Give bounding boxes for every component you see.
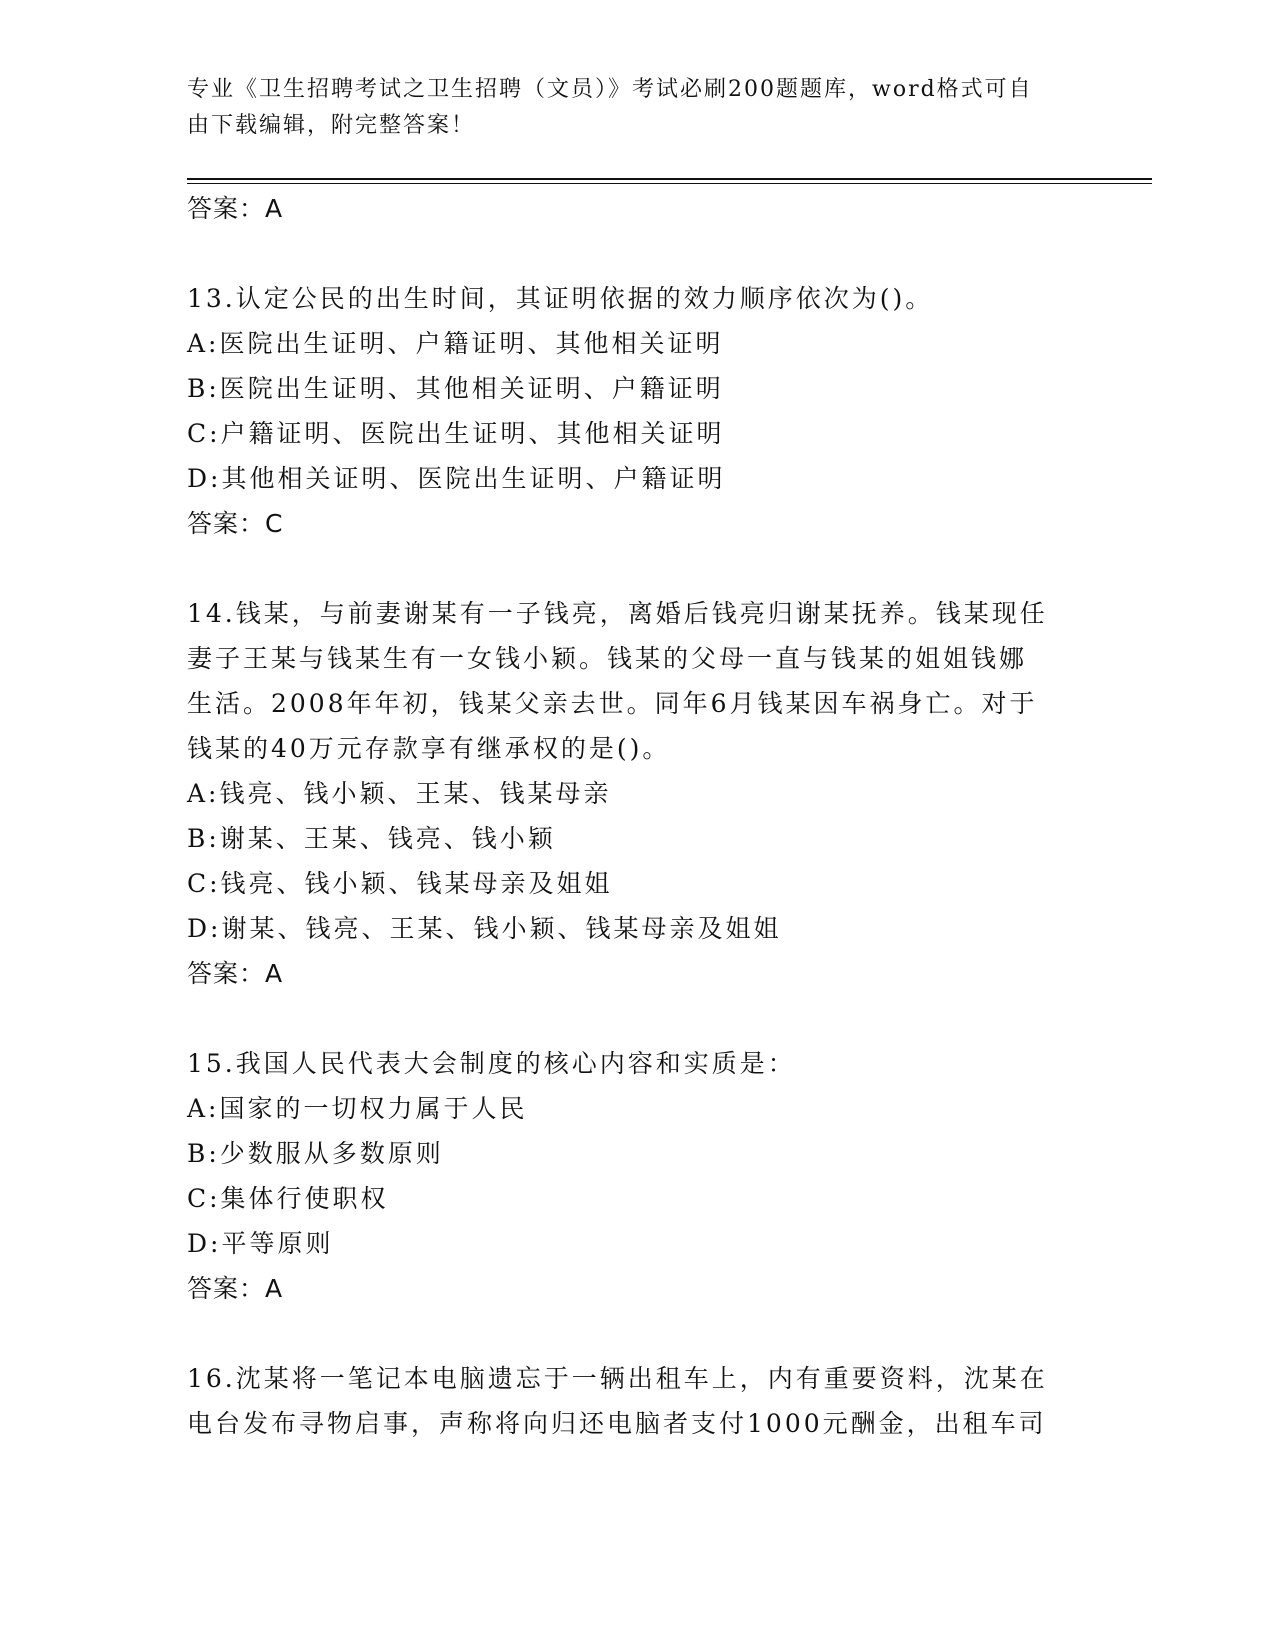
- question-14-option-c: C:钱亮、钱小颖、钱某母亲及姐姐: [187, 869, 613, 898]
- question-14-answer: 答案：A: [187, 959, 284, 988]
- spacer: [187, 1311, 1087, 1356]
- question-15-option-c: C:集体行使职权: [187, 1184, 389, 1213]
- question-14-option-d: D:谢某、钱亮、王某、钱小颖、钱某母亲及姐姐: [187, 914, 782, 943]
- question-14-option-a: A:钱亮、钱小颖、王某、钱某母亲: [187, 779, 612, 808]
- question-14-stem-line-3: 生活。2008年年初，钱某父亲去世。同年6月钱某因车祸身亡。对于: [187, 689, 1038, 718]
- document-body: [187, 186, 1087, 1446]
- header-divider-thin: [187, 183, 1152, 184]
- question-14: [187, 591, 1087, 996]
- question-15-answer: 答案：A: [187, 1274, 284, 1303]
- header-line-2: 由下载编辑，附完整答案！: [187, 113, 476, 138]
- spacer: [187, 546, 1087, 591]
- question-16: [187, 1356, 1087, 1446]
- question-13-option-c: C:户籍证明、医院出生证明、其他相关证明: [187, 419, 725, 448]
- question-16-stem-line-2: 电台发布寻物启事，声称将向归还电脑者支付1000元酬金，出租车司: [187, 1409, 1047, 1438]
- document-header: [187, 72, 1067, 144]
- header-divider-thick: [187, 178, 1152, 180]
- question-14-option-b: B:谢某、王某、钱亮、钱小颖: [187, 824, 556, 853]
- question-16-stem-line-1: 16.沈某将一笔记本电脑遗忘于一辆出租车上，内有重要资料，沈某在: [187, 1364, 1048, 1393]
- question-13-option-a: A:医院出生证明、户籍证明、其他相关证明: [187, 329, 724, 358]
- question-15-option-b: B:少数服从多数原则: [187, 1139, 444, 1168]
- question-15-option-a: A:国家的一切权力属于人民: [187, 1094, 528, 1123]
- question-13-option-d: D:其他相关证明、医院出生证明、户籍证明: [187, 464, 726, 493]
- question-13-answer: 答案：C: [187, 509, 284, 538]
- question-14-stem-line-1: 14.钱某，与前妻谢某有一子钱亮，离婚后钱亮归谢某抚养。钱某现任: [187, 599, 1048, 628]
- question-13: [187, 276, 1087, 546]
- question-13-stem: 13.认定公民的出生时间，其证明依据的效力顺序依次为()。: [187, 284, 934, 313]
- spacer: [187, 231, 1087, 276]
- header-line-1: 专业《卫生招聘考试之卫生招聘（文员）》考试必刷200题题库，word格式可自: [187, 77, 1033, 102]
- question-14-stem-line-2: 妻子王某与钱某生有一女钱小颖。钱某的父母一直与钱某的姐姐钱娜: [187, 644, 1028, 673]
- question-15-stem: 15.我国人民代表大会制度的核心内容和实质是：: [187, 1049, 796, 1078]
- question-13-option-b: B:医院出生证明、其他相关证明、户籍证明: [187, 374, 724, 403]
- question-15: [187, 1041, 1087, 1311]
- spacer: [187, 996, 1087, 1041]
- question-14-stem-line-4: 钱某的40万元存款享有继承权的是()。: [187, 734, 671, 763]
- question-15-option-d: D:平等原则: [187, 1229, 334, 1258]
- answer-12: 答案：A: [187, 194, 284, 223]
